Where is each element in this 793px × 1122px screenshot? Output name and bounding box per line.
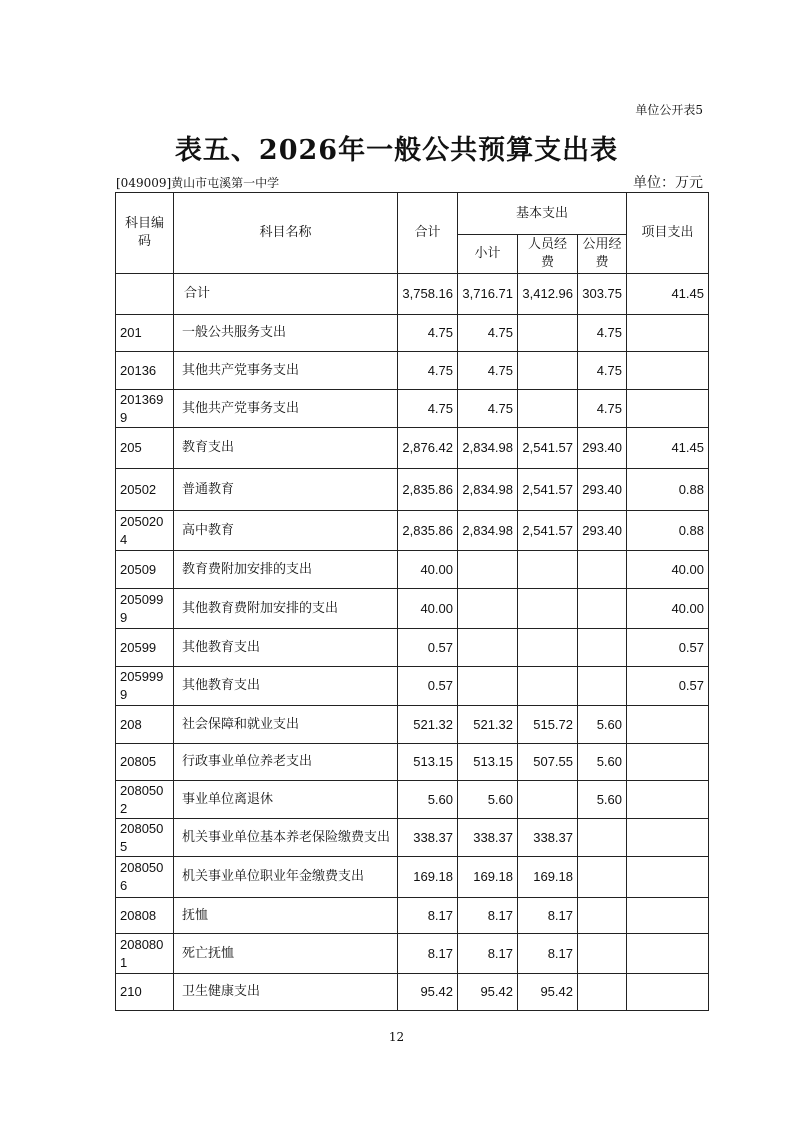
cell-public: 5.60 <box>578 781 627 819</box>
cell-code: 20599 <box>116 629 174 667</box>
cell-total: 40.00 <box>398 589 458 629</box>
cell-code: 2080801 <box>116 934 174 974</box>
header-name: 科目名称 <box>174 193 398 274</box>
cell-subtotal: 338.37 <box>458 819 518 857</box>
cell-subtotal <box>458 629 518 667</box>
cell-name: 其他教育支出 <box>174 629 398 667</box>
cell-subtotal: 4.75 <box>458 352 518 390</box>
cell-total: 8.17 <box>398 934 458 974</box>
cell-code: 20808 <box>116 898 174 934</box>
cell-name: 普通教育 <box>174 469 398 511</box>
table-row <box>116 934 709 974</box>
cell-public <box>578 667 627 706</box>
cell-personnel: 507.55 <box>518 744 578 781</box>
table-row <box>116 469 709 511</box>
table-row <box>116 629 709 667</box>
cell-personnel: 515.72 <box>518 706 578 744</box>
cell-subtotal <box>458 551 518 589</box>
cell-code: 2080502 <box>116 781 174 819</box>
cell-personnel <box>518 667 578 706</box>
cell-code: 20509 <box>116 551 174 589</box>
header-basic: 基本支出 <box>458 193 627 235</box>
cell-code: 2059999 <box>116 667 174 706</box>
cell-total: 2,835.86 <box>398 469 458 511</box>
cell-subtotal: 169.18 <box>458 857 518 898</box>
cell-code: 210 <box>116 974 174 1011</box>
cell-subtotal: 521.32 <box>458 706 518 744</box>
cell-project <box>627 390 709 428</box>
cell-name: 行政事业单位养老支出 <box>174 744 398 781</box>
cell-project: 0.88 <box>627 469 709 511</box>
table-row <box>116 781 709 819</box>
cell-public: 293.40 <box>578 428 627 469</box>
cell-personnel <box>518 629 578 667</box>
cell-personnel <box>518 352 578 390</box>
cell-name: 社会保障和就业支出 <box>174 706 398 744</box>
cell-public: 303.75 <box>578 274 627 315</box>
cell-subtotal: 2,834.98 <box>458 428 518 469</box>
unit-label: 单位：万元 <box>633 175 703 191</box>
cell-project: 41.45 <box>627 428 709 469</box>
budget-table <box>115 192 709 1011</box>
cell-project <box>627 974 709 1011</box>
cell-name: 合计 <box>174 274 398 315</box>
cell-project: 0.88 <box>627 511 709 551</box>
table-row <box>116 857 709 898</box>
table-row <box>116 315 709 352</box>
cell-subtotal: 4.75 <box>458 390 518 428</box>
cell-subtotal <box>458 589 518 629</box>
cell-code: 2080505 <box>116 819 174 857</box>
header-total: 合计 <box>398 193 458 274</box>
cell-name: 其他共产党事务支出 <box>174 390 398 428</box>
cell-subtotal: 8.17 <box>458 934 518 974</box>
cell-public <box>578 898 627 934</box>
cell-code <box>116 274 174 315</box>
cell-personnel: 2,541.57 <box>518 511 578 551</box>
cell-subtotal: 2,834.98 <box>458 469 518 511</box>
cell-subtotal: 3,716.71 <box>458 274 518 315</box>
cell-project <box>627 857 709 898</box>
cell-name: 机关事业单位基本养老保险缴费支出 <box>174 819 398 857</box>
page-number: 12 <box>388 1030 405 1044</box>
table-row <box>116 274 709 315</box>
header-public: 公用经费 <box>578 235 627 274</box>
cell-name: 其他共产党事务支出 <box>174 352 398 390</box>
cell-name: 其他教育支出 <box>174 667 398 706</box>
cell-project <box>627 352 709 390</box>
cell-personnel <box>518 551 578 589</box>
cell-public: 4.75 <box>578 352 627 390</box>
cell-public: 4.75 <box>578 315 627 352</box>
cell-public: 293.40 <box>578 469 627 511</box>
table-row <box>116 352 709 390</box>
cell-project <box>627 706 709 744</box>
cell-name: 卫生健康支出 <box>174 974 398 1011</box>
cell-name: 教育支出 <box>174 428 398 469</box>
cell-public <box>578 589 627 629</box>
cell-total: 4.75 <box>398 390 458 428</box>
cell-name: 一般公共服务支出 <box>174 315 398 352</box>
cell-personnel: 8.17 <box>518 934 578 974</box>
cell-code: 2013699 <box>116 390 174 428</box>
organization-label: [049009]黄山市屯溪第一中学 <box>116 176 280 190</box>
cell-total: 2,835.86 <box>398 511 458 551</box>
table-row <box>116 551 709 589</box>
cell-project <box>627 898 709 934</box>
cell-name: 事业单位离退休 <box>174 781 398 819</box>
cell-total: 338.37 <box>398 819 458 857</box>
cell-code: 2050999 <box>116 589 174 629</box>
table-row <box>116 511 709 551</box>
cell-code: 20136 <box>116 352 174 390</box>
table-row <box>116 390 709 428</box>
cell-total: 2,876.42 <box>398 428 458 469</box>
cell-code: 2050204 <box>116 511 174 551</box>
cell-code: 201 <box>116 315 174 352</box>
cell-subtotal: 2,834.98 <box>458 511 518 551</box>
table-row <box>116 428 709 469</box>
cell-personnel: 169.18 <box>518 857 578 898</box>
cell-code: 2080506 <box>116 857 174 898</box>
cell-subtotal: 8.17 <box>458 898 518 934</box>
table-row <box>116 819 709 857</box>
cell-personnel: 2,541.57 <box>518 428 578 469</box>
cell-personnel: 338.37 <box>518 819 578 857</box>
cell-public: 5.60 <box>578 744 627 781</box>
page-label: 单位公开表5 <box>635 103 703 117</box>
cell-code: 20502 <box>116 469 174 511</box>
cell-name: 死亡抚恤 <box>174 934 398 974</box>
cell-code: 20805 <box>116 744 174 781</box>
cell-public: 293.40 <box>578 511 627 551</box>
cell-total: 5.60 <box>398 781 458 819</box>
cell-public <box>578 857 627 898</box>
cell-personnel: 2,541.57 <box>518 469 578 511</box>
cell-total: 95.42 <box>398 974 458 1011</box>
cell-project: 0.57 <box>627 667 709 706</box>
cell-name: 高中教育 <box>174 511 398 551</box>
cell-project <box>627 744 709 781</box>
cell-project: 41.45 <box>627 274 709 315</box>
cell-subtotal: 4.75 <box>458 315 518 352</box>
header-subtotal: 小计 <box>458 235 518 274</box>
cell-total: 521.32 <box>398 706 458 744</box>
cell-subtotal: 513.15 <box>458 744 518 781</box>
cell-public <box>578 934 627 974</box>
cell-total: 169.18 <box>398 857 458 898</box>
cell-personnel: 3,412.96 <box>518 274 578 315</box>
table-row <box>116 898 709 934</box>
table-row <box>116 706 709 744</box>
cell-public <box>578 551 627 589</box>
header-personnel: 人员经费 <box>518 235 578 274</box>
cell-total: 0.57 <box>398 629 458 667</box>
page-title: 表五、2026年一般公共预算支出表 <box>174 135 619 166</box>
cell-project <box>627 934 709 974</box>
cell-project: 40.00 <box>627 589 709 629</box>
table-row <box>116 667 709 706</box>
cell-public: 4.75 <box>578 390 627 428</box>
cell-project <box>627 315 709 352</box>
cell-public <box>578 629 627 667</box>
cell-personnel: 95.42 <box>518 974 578 1011</box>
cell-public <box>578 819 627 857</box>
cell-personnel <box>518 390 578 428</box>
cell-name: 教育费附加安排的支出 <box>174 551 398 589</box>
cell-personnel <box>518 589 578 629</box>
cell-total: 40.00 <box>398 551 458 589</box>
header-code: 科目编码 <box>116 193 174 274</box>
table-row <box>116 589 709 629</box>
header-project: 项目支出 <box>627 193 709 274</box>
cell-total: 4.75 <box>398 315 458 352</box>
cell-personnel <box>518 781 578 819</box>
cell-project: 40.00 <box>627 551 709 589</box>
cell-project <box>627 781 709 819</box>
cell-total: 513.15 <box>398 744 458 781</box>
cell-project <box>627 819 709 857</box>
cell-total: 0.57 <box>398 667 458 706</box>
cell-personnel: 8.17 <box>518 898 578 934</box>
cell-name: 机关事业单位职业年金缴费支出 <box>174 857 398 898</box>
cell-subtotal: 5.60 <box>458 781 518 819</box>
table-row <box>116 744 709 781</box>
cell-project: 0.57 <box>627 629 709 667</box>
table-row <box>116 974 709 1011</box>
table-body <box>116 274 709 1011</box>
cell-name: 其他教育费附加安排的支出 <box>174 589 398 629</box>
cell-total: 8.17 <box>398 898 458 934</box>
cell-name: 抚恤 <box>174 898 398 934</box>
cell-subtotal: 95.42 <box>458 974 518 1011</box>
cell-subtotal <box>458 667 518 706</box>
cell-public <box>578 974 627 1011</box>
cell-public: 5.60 <box>578 706 627 744</box>
cell-personnel <box>518 315 578 352</box>
cell-total: 4.75 <box>398 352 458 390</box>
cell-code: 205 <box>116 428 174 469</box>
cell-total: 3,758.16 <box>398 274 458 315</box>
cell-code: 208 <box>116 706 174 744</box>
